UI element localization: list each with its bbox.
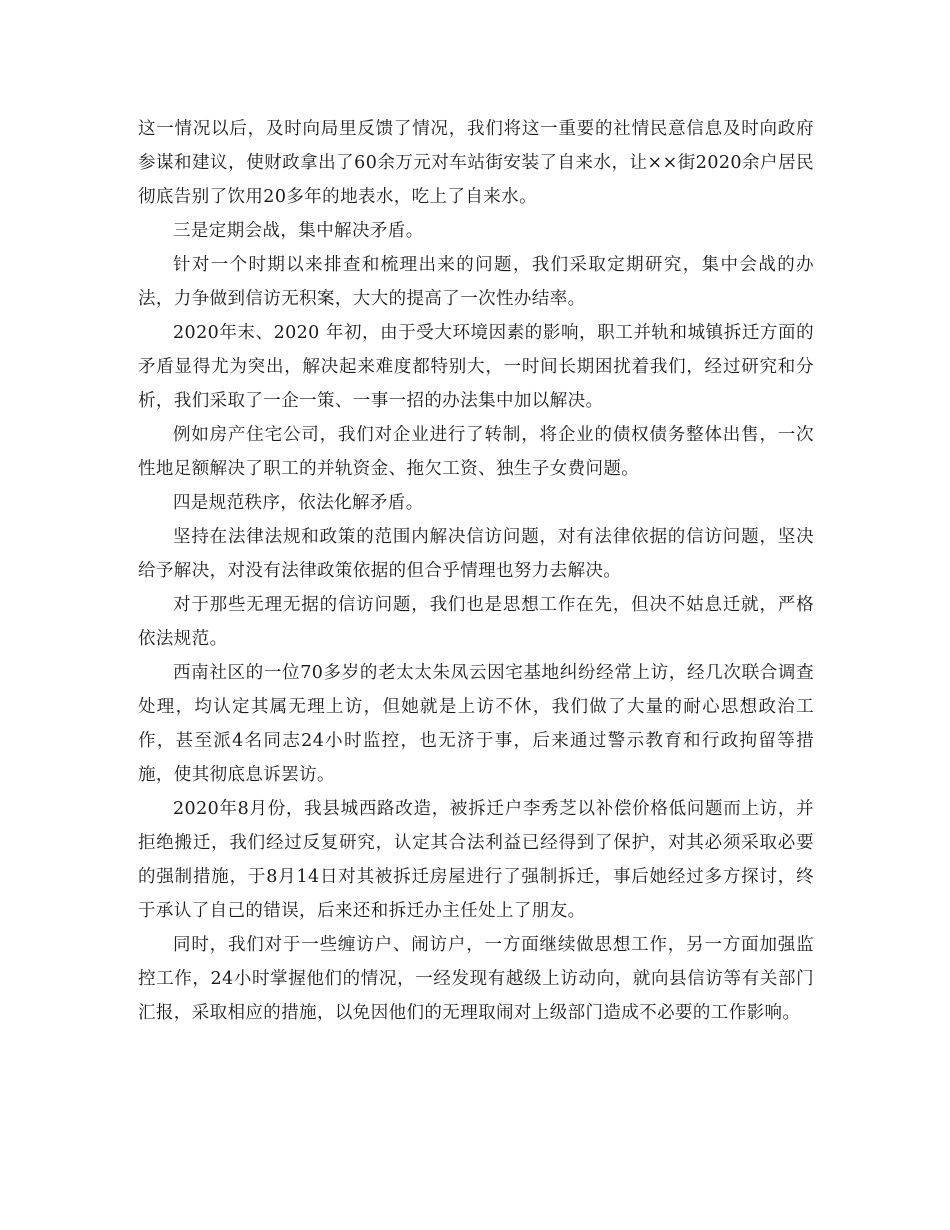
paragraph: 对于那些无理无据的信访问题，我们也是思想工作在先，但决不姑息迁就，严格依法规范。 [138,595,814,649]
document-body [138,112,814,1030]
paragraph: 2020年8月份，我县城西路改造，被拆迁户李秀芝以补偿价格低问题而上访，并拒绝搬迁，我们经过反复研究，认定其合法利益已经得到了保护，对其必须采取必要的强制措施，于8月14日对其被拆迁房屋进行了强制拆迁，事后她经过多方探讨，终于承认了自己的错误，后来还和拆迁办主任处上了朋友。 [138,799,814,921]
paragraph-heading-four: 四是规范秩序，依法化解矛盾。 [173,493,424,513]
paragraph: 坚持在法律法规和政策的范围内解决信访问题，对有法律依据的信访问题，坚决给予解决，对没有法律政策依据的但合乎情理也努力去解决。 [138,527,814,581]
paragraph-continued: 这一情况以后，及时向局里反馈了情况，我们将这一重要的社情民意信息及时向政府参谋和建议，使财政拿出了60余万元对车站街安装了自来水，让××街2020余户居民彻底告别了饮用20多年的地表水，吃上了自来水。 [138,119,814,207]
paragraph: 西南社区的一位70多岁的老太太朱凤云因宅基地纠纷经常上访，经几次联合调查处理，均认定其属无理上访，但她就是上访不休，我们做了大量的耐心思想政治工作，甚至派4名同志24小时监控，也无济于事，后来通过警示教育和行政拘留等措施，使其彻底息诉罢访。 [138,663,814,785]
paragraph-heading-three: 三是定期会战，集中解决矛盾。 [173,221,424,241]
paragraph: 2020年末、2020 年初，由于受大环境因素的影响，职工并轨和城镇拆迁方面的矛盾显得尤为突出，解决起来难度都特别大，一时间长期困扰着我们，经过研究和分析，我们采取了一企一策、一事一招的办法集中加以解决。 [138,323,814,411]
paragraph: 例如房产住宅公司，我们对企业进行了转制，将企业的债权债务整体出售，一次性地足额解决了职工的并轨资金、拖欠工资、独生子女费问题。 [138,425,814,479]
paragraph: 针对一个时期以来排查和梳理出来的问题，我们采取定期研究，集中会战的办法，力争做到信访无积案，大大的提高了一次性办结率。 [138,255,814,309]
paragraph: 同时，我们对于一些缠访户、闹访户，一方面继续做思想工作，另一方面加强监控工作，24小时掌握他们的情况，一经发现有越级上访动向，就向县信访等有关部门汇报，采取相应的措施，以免因他们的无理取闹对上级部门造成不必要的工作影响。 [138,935,814,1023]
